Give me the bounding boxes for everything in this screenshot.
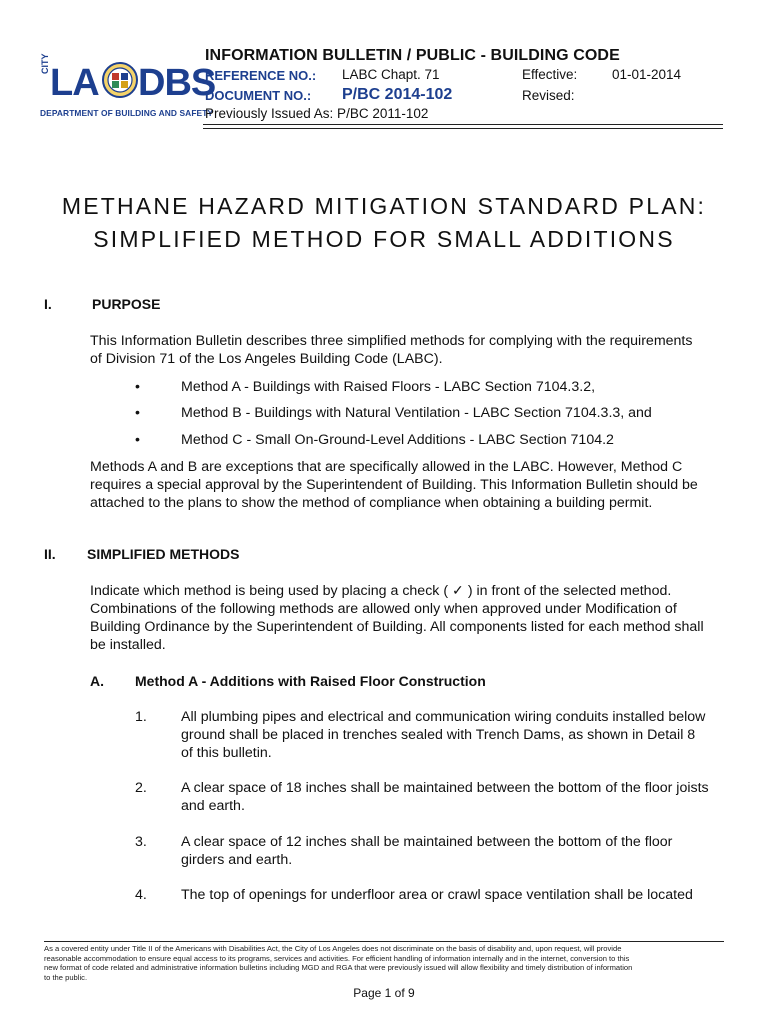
- logo-la-text: LA: [50, 62, 99, 104]
- text-line: A clear space of 18 inches shall be maintained between the bottom of the floor joists: [181, 780, 709, 796]
- reference-label: REFERENCE NO.:: [205, 68, 317, 83]
- logo-city-text: CITY: [40, 53, 50, 74]
- previously-issued: Previously Issued As: P/BC 2011-102: [205, 106, 429, 121]
- header-rule-top: [203, 124, 723, 125]
- logo-department-text: DEPARTMENT OF BUILDING AND SAFETY: [40, 108, 214, 118]
- item-number: 2.: [135, 780, 147, 796]
- section-2-intro: [90, 582, 724, 654]
- bullet-marker: •: [135, 379, 140, 395]
- subsection-a-letter: A.: [90, 673, 104, 689]
- item-2-text: [181, 779, 724, 815]
- text-line: girders and earth.: [181, 852, 293, 868]
- section-1-intro: [90, 332, 724, 368]
- bullet-method-b: Method B - Buildings with Natural Ventilation - LABC Section 7104.3.3, and: [181, 405, 652, 421]
- item-1-text: [181, 708, 724, 762]
- section-2-number: II.: [44, 546, 56, 562]
- document-value: P/BC 2014-102: [342, 86, 453, 103]
- bulletin-type-title: INFORMATION BULLETIN / PUBLIC - BUILDING CODE: [205, 47, 620, 64]
- text-line: of Division 71 of the Los Angeles Building Code (LABC).: [90, 351, 443, 367]
- document-title: [40, 190, 728, 256]
- text-line: ground shall be placed in trenches sealed with Trench Dams, as shown in Detail 8: [181, 727, 696, 743]
- item-4-text: [181, 886, 724, 904]
- bullet-marker: •: [135, 432, 140, 448]
- text-line: Methods A and B are exceptions that are specifically allowed in the LABC. However, Method C: [90, 459, 683, 475]
- item-number: 3.: [135, 834, 147, 850]
- text-line: requires a special approval by the Superintendent of Building. This Information Bulletin should be: [90, 477, 698, 493]
- text-line: attached to the plans to show the method of compliance when obtaining a building permit.: [90, 495, 653, 511]
- section-1-heading: PURPOSE: [92, 296, 161, 312]
- section-2-heading: SIMPLIFIED METHODS: [87, 546, 240, 562]
- text-line: reasonable accommodation to ensure equal access to its programs, services and activities. For efficient handling of information internally and in the internet, conversion to this: [44, 953, 630, 963]
- ladbs-logo: [40, 53, 216, 132]
- revised-label: Revised:: [522, 88, 575, 103]
- document-title-line-1: METHANE HAZARD MITIGATION STANDARD PLAN:: [61, 193, 707, 219]
- text-line: Building Ordinance by the Superintendent of Building. All components listed for each method shall: [90, 619, 704, 635]
- document-title-line-2: SIMPLIFIED METHOD FOR SMALL ADDITIONS: [93, 226, 675, 252]
- text-line: As a covered entity under Title II of the Americans with Disabilities Act, the City of Los Angeles does not discriminate on the basis of disability and, upon request, will provide: [44, 944, 622, 953]
- text-line: new format of code related and administrative information bulletins including MGD and RGA that were previously issued will allow flexibility and timely distribution of information: [44, 963, 633, 972]
- text-line: be installed.: [90, 637, 166, 653]
- subsection-a-heading: Method A - Additions with Raised Floor Construction: [135, 673, 486, 689]
- bullet-marker: •: [135, 405, 140, 421]
- bullet-method-c: Method C - Small On-Ground-Level Additions - LABC Section 7104.2: [181, 432, 614, 448]
- logo-dbs-text: DBS: [138, 62, 216, 104]
- text-line: All plumbing pipes and electrical and communication wiring conduits installed below: [181, 709, 706, 725]
- text-line: The top of openings for underfloor area or crawl space ventilation shall be located: [181, 887, 693, 903]
- effective-label: Effective:: [522, 67, 578, 82]
- text-line: and earth.: [181, 798, 245, 814]
- text-line: Indicate which method is being used by placing a check ( ✓ ) in front of the selected method.: [90, 583, 672, 599]
- bullet-method-a: Method A - Buildings with Raised Floors - LABC Section 7104.3.2,: [181, 379, 596, 395]
- reference-value: LABC Chapt. 71: [342, 67, 440, 82]
- footer-rule: [44, 941, 724, 942]
- section-1-number: I.: [44, 296, 52, 312]
- text-line: of this bulletin.: [181, 745, 272, 761]
- item-3-text: [181, 833, 724, 869]
- city-seal-icon: [102, 60, 138, 100]
- text-line: A clear space of 12 inches shall be maintained between the bottom of the floor: [181, 834, 673, 850]
- header-rule-bottom: [203, 128, 723, 129]
- text-line: to the public.: [44, 972, 88, 982]
- section-1-closing: [90, 458, 724, 512]
- text-line: This Information Bulletin describes three simplified methods for complying with the requirements: [90, 333, 693, 349]
- document-label: DOCUMENT NO.:: [205, 88, 312, 103]
- item-number: 1.: [135, 709, 147, 725]
- effective-value: 01-01-2014: [612, 67, 682, 82]
- item-number: 4.: [135, 887, 147, 903]
- ada-notice: [44, 944, 724, 982]
- text-line: Combinations of the following methods are allowed only when approved under Modification of: [90, 601, 677, 617]
- page-number: Page 1 of 9: [353, 986, 415, 1000]
